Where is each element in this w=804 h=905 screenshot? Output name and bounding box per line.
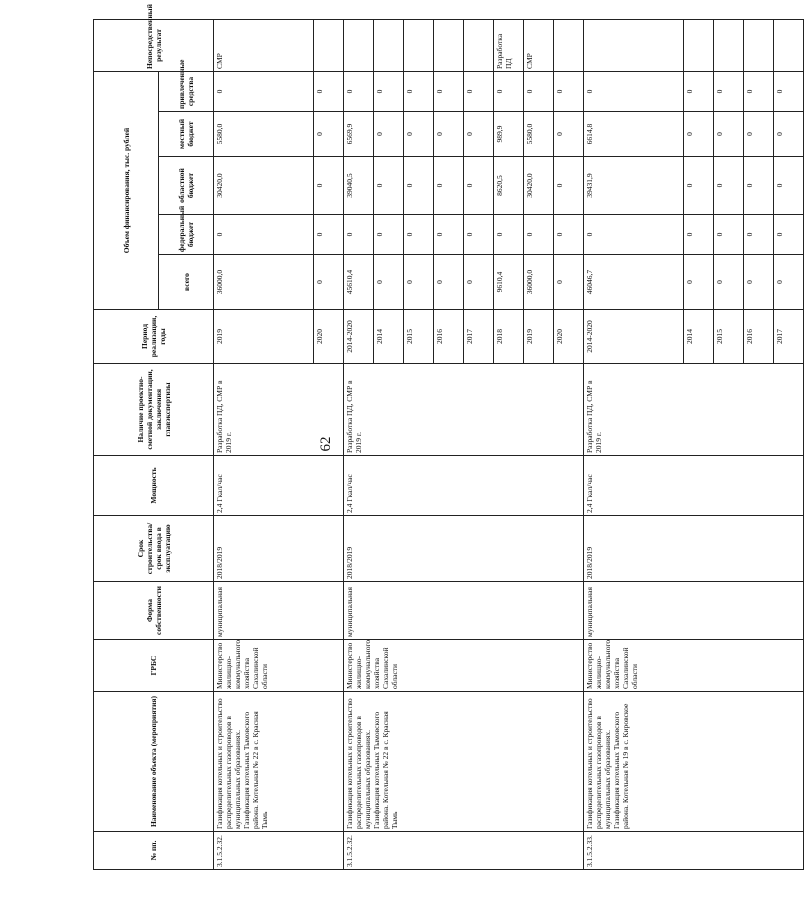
result-cell: СМР xyxy=(524,20,554,72)
grbs-cell: Министерство жилищно-коммунального хозяйства Сахалинской области xyxy=(584,640,804,692)
table-row xyxy=(344,20,374,870)
result-cell xyxy=(714,20,744,72)
federal-cell: 0 xyxy=(744,215,774,255)
attracted-cell: 0 xyxy=(494,72,524,112)
object-name: Газификация котельных и строительство распределительных газопроводов в муниципальных образованиях. Газификация котельных Тымовского района. Котельная № 22 в с. Красная Тымь xyxy=(214,692,344,832)
regional-cell: 0 xyxy=(374,157,404,215)
col-name-header: Наименование объекта (мероприятия) xyxy=(94,692,214,832)
total-cell: 0 xyxy=(554,255,584,310)
attracted-cell: 0 xyxy=(554,72,584,112)
period-cell: 2018 xyxy=(494,310,524,364)
period-cell: 2017 xyxy=(774,310,804,364)
total-cell: 0 xyxy=(374,255,404,310)
federal-cell: 0 xyxy=(684,215,714,255)
local-cell: 5580,0 xyxy=(524,112,554,157)
federal-cell: 0 xyxy=(494,215,524,255)
col-term-header: Срок строительства/срок ввода в эксплуатацию xyxy=(94,516,214,582)
attracted-cell: 0 xyxy=(314,72,344,112)
local-cell: 0 xyxy=(374,112,404,157)
col-capacity-header: Мощность xyxy=(94,456,214,516)
period-cell: 2017 xyxy=(464,310,494,364)
regional-cell: 0 xyxy=(434,157,464,215)
total-cell: 0 xyxy=(434,255,464,310)
federal-cell: 0 xyxy=(314,215,344,255)
term-cell: 2018/2019 xyxy=(584,516,804,582)
header-row xyxy=(94,20,159,870)
regional-cell: 30420,0 xyxy=(524,157,554,215)
period-cell: 2016 xyxy=(434,310,464,364)
result-cell xyxy=(464,20,494,72)
result-cell xyxy=(374,20,404,72)
regional-cell: 0 xyxy=(404,157,434,215)
federal-cell: 0 xyxy=(434,215,464,255)
period-cell: 2015 xyxy=(404,310,434,364)
local-cell: 6614,8 xyxy=(584,112,684,157)
federal-cell: 0 xyxy=(714,215,744,255)
result-cell xyxy=(434,20,464,72)
attracted-cell: 0 xyxy=(464,72,494,112)
local-cell: 0 xyxy=(404,112,434,157)
col-attracted-header: привлеченные средства xyxy=(159,72,214,112)
regional-cell: 0 xyxy=(554,157,584,215)
col-local-header: местный бюджет xyxy=(159,112,214,157)
period-cell: 2015 xyxy=(714,310,744,364)
regional-cell: 39040,5 xyxy=(344,157,374,215)
result-cell xyxy=(684,20,714,72)
capacity-cell: 2,4 Гкал/час xyxy=(344,456,584,516)
local-cell: 0 xyxy=(554,112,584,157)
period-cell: 2019 xyxy=(524,310,554,364)
table-row xyxy=(214,20,314,870)
federal-cell: 0 xyxy=(554,215,584,255)
row-number: 3.1.5.2.32. xyxy=(214,832,344,870)
total-cell: 0 xyxy=(464,255,494,310)
ownership-cell: муниципальная xyxy=(344,582,584,640)
result-cell xyxy=(744,20,774,72)
attracted-cell: 0 xyxy=(714,72,744,112)
result-cell xyxy=(584,20,684,72)
col-pdocs-header: Наличие проектно-сметной документации, заключения главэкспертизы xyxy=(94,364,214,456)
period-cell: 2020 xyxy=(314,310,344,364)
col-num-header: № пп. xyxy=(94,832,214,870)
regional-cell: 0 xyxy=(744,157,774,215)
regional-cell: 8620,5 xyxy=(494,157,524,215)
term-cell: 2018/2019 xyxy=(214,516,344,582)
pdocs-cell: Разработка ПД, СМР в 2019 г. xyxy=(344,364,584,456)
col-grbs-header: ГРБС xyxy=(94,640,214,692)
local-cell: 989,9 xyxy=(494,112,524,157)
local-cell: 6569,9 xyxy=(344,112,374,157)
result-cell: СМР xyxy=(214,20,314,72)
pdocs-cell: Разработка ПД, СМР в 2019 г. xyxy=(214,364,344,456)
grbs-cell: Министерство жилищно-коммунального хозяйства Сахалинской области xyxy=(214,640,344,692)
local-cell: 0 xyxy=(714,112,744,157)
total-cell: 0 xyxy=(774,255,804,310)
attracted-cell: 0 xyxy=(524,72,554,112)
attracted-cell: 0 xyxy=(744,72,774,112)
attracted-cell: 0 xyxy=(774,72,804,112)
capacity-cell: 2,4 Гкал/час xyxy=(584,456,804,516)
col-ownership-header: Форма собственности xyxy=(94,582,214,640)
federal-cell: 0 xyxy=(774,215,804,255)
local-cell: 0 xyxy=(774,112,804,157)
local-cell: 0 xyxy=(684,112,714,157)
federal-cell: 0 xyxy=(584,215,684,255)
federal-cell: 0 xyxy=(524,215,554,255)
period-cell: 2014 xyxy=(374,310,404,364)
attracted-cell: 0 xyxy=(344,72,374,112)
attracted-cell: 0 xyxy=(374,72,404,112)
attracted-cell: 0 xyxy=(404,72,434,112)
regional-cell: 0 xyxy=(464,157,494,215)
total-cell: 0 xyxy=(714,255,744,310)
period-cell: 2019 xyxy=(214,310,314,364)
table-row xyxy=(584,20,684,870)
col-result-header: Непосредственный результат xyxy=(94,20,214,72)
total-cell: 0 xyxy=(684,255,714,310)
col-federal-header: федеральный бюджет xyxy=(159,215,214,255)
attracted-cell: 0 xyxy=(434,72,464,112)
period-cell: 2016 xyxy=(744,310,774,364)
regional-cell: 0 xyxy=(714,157,744,215)
period-cell: 2014-2020 xyxy=(584,310,684,364)
local-cell: 5580,0 xyxy=(214,112,314,157)
object-name: Газификация котельных и строительство распределительных газопроводов в муниципальных образованиях. Газификация котельных Тымовского района. Котельная № 19 в с. Кировское xyxy=(584,692,804,832)
regional-cell: 0 xyxy=(774,157,804,215)
ownership-cell: муниципальная xyxy=(584,582,804,640)
regional-cell: 39431,9 xyxy=(584,157,684,215)
local-cell: 0 xyxy=(464,112,494,157)
total-cell: 9610,4 xyxy=(494,255,524,310)
row-number: 3.1.5.2.32. xyxy=(344,832,584,870)
total-cell: 0 xyxy=(404,255,434,310)
federal-cell: 0 xyxy=(214,215,314,255)
total-cell: 0 xyxy=(314,255,344,310)
capacity-cell: 2,4 Гкал/час xyxy=(214,456,344,516)
result-cell xyxy=(774,20,804,72)
result-cell xyxy=(404,20,434,72)
attracted-cell: 0 xyxy=(584,72,684,112)
total-cell: 46046,7 xyxy=(584,255,684,310)
total-cell: 45610,4 xyxy=(344,255,374,310)
federal-cell: 0 xyxy=(404,215,434,255)
pdocs-cell: Разработка ПД, СМР в 2019 г. xyxy=(584,364,804,456)
result-cell: Разработка ПД xyxy=(494,20,524,72)
row-number: 3.1.5.2.33. xyxy=(584,832,804,870)
rotated-table-container xyxy=(93,4,784,870)
attracted-cell: 0 xyxy=(684,72,714,112)
attracted-cell: 0 xyxy=(214,72,314,112)
funding-group-header: Объем финансирования, тыс. рублей xyxy=(94,72,159,310)
object-name: Газификация котельных и строительство распределительных газопроводов в муниципальных образованиях. Газификация котельных Тымовского района. Котельная № 22 в с. Красная Тымь xyxy=(344,692,584,832)
result-cell xyxy=(314,20,344,72)
ownership-cell: муниципальная xyxy=(214,582,344,640)
local-cell: 0 xyxy=(744,112,774,157)
regional-cell: 30420,0 xyxy=(214,157,314,215)
regional-cell: 0 xyxy=(684,157,714,215)
local-cell: 0 xyxy=(314,112,344,157)
result-cell xyxy=(344,20,374,72)
col-total-header: всего xyxy=(159,255,214,310)
page-number: 62 xyxy=(317,436,334,452)
period-cell: 2014-2020 xyxy=(344,310,374,364)
col-regional-header: областной бюджет xyxy=(159,157,214,215)
regional-cell: 0 xyxy=(314,157,344,215)
result-cell xyxy=(554,20,584,72)
local-cell: 0 xyxy=(434,112,464,157)
col-period-header: Период реализации, годы xyxy=(94,310,214,364)
period-cell: 2014 xyxy=(684,310,714,364)
financing-table xyxy=(93,4,804,870)
period-cell: 2020 xyxy=(554,310,584,364)
federal-cell: 0 xyxy=(374,215,404,255)
federal-cell: 0 xyxy=(464,215,494,255)
federal-cell: 0 xyxy=(344,215,374,255)
total-cell: 0 xyxy=(744,255,774,310)
term-cell: 2018/2019 xyxy=(344,516,584,582)
total-cell: 36000,0 xyxy=(524,255,554,310)
grbs-cell: Министерство жилищно-коммунального хозяйства Сахалинской области xyxy=(344,640,584,692)
table-body xyxy=(214,20,804,870)
total-cell: 36000,0 xyxy=(214,255,314,310)
